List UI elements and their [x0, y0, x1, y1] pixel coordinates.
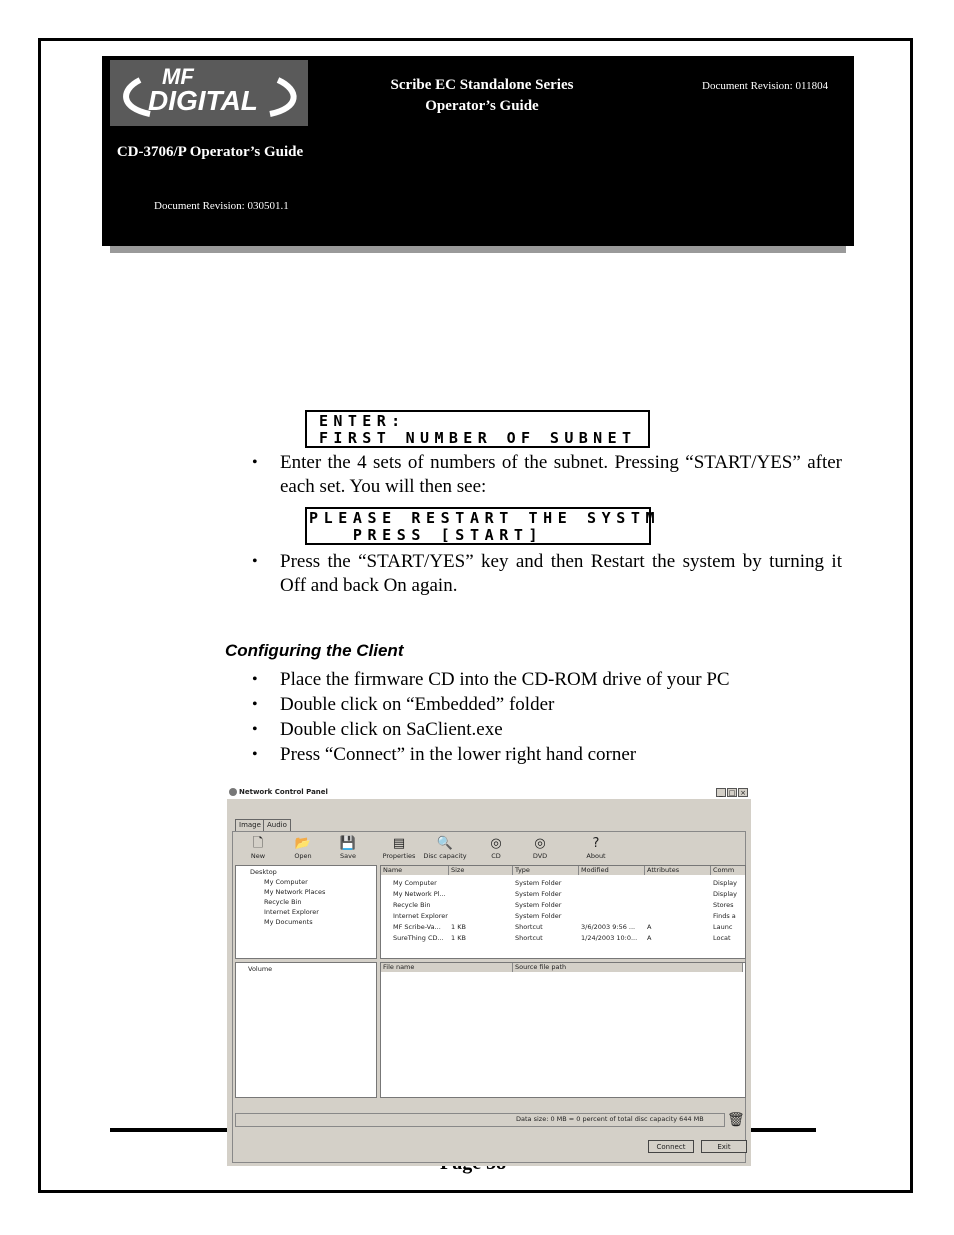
- cell-type: System Folder: [515, 879, 562, 887]
- table-row: [381, 922, 741, 932]
- connect-button: Connect: [648, 1140, 694, 1153]
- tree-item: My Documents: [264, 918, 313, 926]
- column-header: Size: [449, 866, 513, 875]
- cell-size: 1 KB: [451, 934, 466, 942]
- file-list: [380, 865, 746, 959]
- tab-audio: Audio: [263, 819, 291, 832]
- lcd-display-subnet: [305, 410, 650, 448]
- toolbar-label: Save: [340, 852, 356, 860]
- toolbar-dvd: [520, 836, 560, 860]
- toolbar-save: [328, 836, 368, 860]
- cell-name: Recycle Bin: [393, 901, 431, 909]
- files-pane: [380, 962, 746, 1098]
- product-guide-title: CD-3706/P Operator’s Guide: [116, 144, 304, 160]
- tree-item: My Computer: [264, 878, 308, 886]
- tree-item: My Network Places: [264, 888, 326, 896]
- header-title: [352, 75, 612, 117]
- column-header: File name: [381, 963, 513, 972]
- help-icon: ?: [592, 836, 600, 851]
- logo-text-digital: DIGITAL: [148, 85, 258, 116]
- document-header: [102, 56, 854, 246]
- open-folder-icon: 📂: [294, 836, 312, 851]
- cell-modified: 1/24/2003 10:0...: [581, 934, 638, 942]
- app-icon: [229, 788, 237, 796]
- toolbar-open: [283, 836, 323, 860]
- revision-right: Document Revision: 011804: [702, 80, 829, 92]
- bullet-place-cd: • Place the firmware CD into the CD-ROM drive of your PC: [280, 668, 730, 692]
- cell-attributes: A: [647, 923, 652, 931]
- column-header: Attributes: [645, 866, 711, 875]
- network-control-panel-screenshot: [227, 786, 751, 1166]
- bullet-saclient: • Double click on SaClient.exe: [280, 718, 503, 742]
- tree-item: Desktop: [250, 868, 277, 876]
- cell-comment: Stores: [713, 901, 734, 909]
- lcd-line-1: ENTER:: [319, 412, 406, 430]
- volume-pane: [235, 962, 377, 1098]
- table-row: [381, 889, 741, 899]
- column-header: Type: [513, 866, 579, 875]
- trash-icon: 🗑: [727, 1112, 745, 1128]
- cell-size: 1 KB: [451, 923, 466, 931]
- tree-item: Internet Explorer: [264, 908, 319, 916]
- window-title-bar: [227, 786, 751, 799]
- cell-type: Shortcut: [515, 923, 543, 931]
- exit-button: Exit: [701, 1140, 747, 1153]
- toolbar-about: [576, 836, 616, 860]
- cell-name: SureThing CD...: [393, 934, 444, 942]
- lcd-line-1: PLEASE RESTART THE SYSTM: [309, 509, 661, 527]
- toolbar-label: Properties: [382, 852, 416, 860]
- bullet-enter-subnet: • Enter the 4 sets of numbers of the subnet. Pressing “START/YES” after each set. You will then see:: [280, 451, 842, 499]
- maximize-icon: □: [728, 789, 736, 797]
- data-size-text: Data size: 0 MB = 0 percent of total disc capacity 644 MB: [516, 1115, 704, 1123]
- cell-comment: Display: [713, 879, 737, 887]
- cell-type: System Folder: [515, 912, 562, 920]
- cd-icon: ◎: [490, 836, 502, 851]
- new-file-icon: 🗋: [252, 836, 264, 851]
- disc-capacity-icon: 🔍: [436, 836, 454, 851]
- lcd-line-2: FIRST NUMBER OF SUBNET: [319, 429, 637, 447]
- toolbar-label: New: [250, 852, 266, 860]
- table-row: [381, 933, 741, 943]
- properties-icon: ▤: [392, 836, 406, 851]
- column-header: Name: [381, 866, 449, 875]
- toolbar-label: CD: [491, 852, 501, 860]
- folder-tree: [235, 865, 377, 959]
- lcd-line-2: PRESS [START]: [309, 526, 544, 544]
- toolbar-cd: [476, 836, 516, 860]
- lcd-display-restart: [305, 507, 661, 545]
- tab-image: Image: [235, 819, 265, 832]
- cell-type: Shortcut: [515, 934, 543, 942]
- cell-attributes: A: [647, 934, 652, 942]
- volume-label: Volume: [248, 965, 273, 973]
- table-row: [381, 900, 741, 910]
- table-row: [381, 878, 741, 888]
- toolbar-label: Open: [294, 852, 312, 860]
- cell-name: MF Scribe-Va...: [393, 923, 441, 931]
- toolbar-label: About: [586, 852, 606, 860]
- bullet-embedded-folder: • Double click on “Embedded” folder: [280, 693, 554, 717]
- tree-item: Recycle Bin: [264, 898, 302, 906]
- cell-name: My Network Pl...: [393, 890, 446, 898]
- toolbar-properties: [379, 836, 419, 860]
- column-header: Source file path: [513, 963, 743, 972]
- toolbar-label: DVD: [532, 852, 548, 860]
- status-bar: [235, 1113, 725, 1127]
- section-heading: Configuring the Client: [225, 641, 404, 660]
- close-icon: ×: [738, 788, 748, 797]
- series-title: Scribe EC Standalone Series: [390, 77, 574, 93]
- bullet-restart: • Press the “START/YES” key and then Restart the system by turning it Off and back On again.: [280, 550, 842, 598]
- toolbar-label: Disc capacity: [423, 852, 467, 860]
- cell-comment: Display: [713, 890, 737, 898]
- toolbar-new: [238, 836, 278, 860]
- bullet-connect: • Press “Connect” in the lower right hand corner: [280, 743, 636, 767]
- cell-comment: Locat: [713, 934, 731, 942]
- mf-digital-logo: [110, 60, 308, 126]
- dvd-icon: ◎: [534, 836, 546, 851]
- guide-title: Operator’s Guide: [425, 98, 539, 114]
- cell-name: Internet Explorer: [393, 912, 448, 920]
- revision-left: Document Revision: 030501.1: [154, 200, 289, 212]
- cell-modified: 3/6/2003 9:56 ...: [581, 923, 636, 931]
- window-title: Network Control Panel: [239, 788, 328, 796]
- toolbar-disc-capacity: [423, 836, 467, 860]
- cell-comment: Finds a: [713, 912, 736, 920]
- column-header: Comm: [711, 866, 746, 875]
- save-disk-icon: 💾: [339, 836, 357, 851]
- cell-type: System Folder: [515, 890, 562, 898]
- cell-name: My Computer: [393, 879, 437, 887]
- minimize-icon: _: [716, 788, 726, 797]
- column-header: Modified: [579, 866, 645, 875]
- table-row: [381, 911, 741, 921]
- logo-text-mf: MF: [162, 64, 194, 89]
- cell-comment: Launc: [713, 923, 733, 931]
- cell-type: System Folder: [515, 901, 562, 909]
